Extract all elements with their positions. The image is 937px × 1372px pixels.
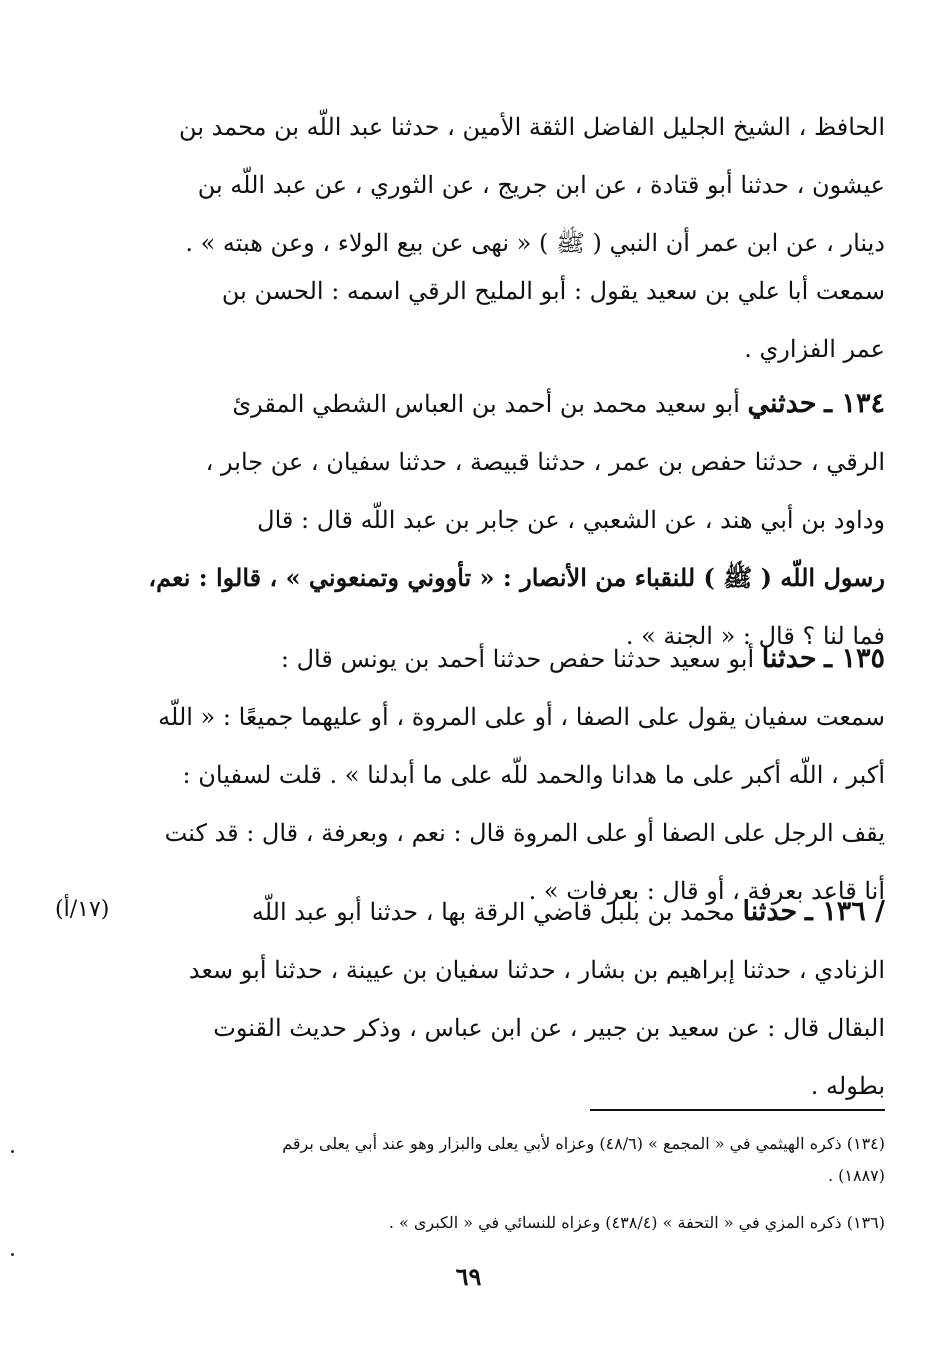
hadith-number: ١٣٤ ـ bbox=[824, 388, 885, 419]
hadith-heading-line bbox=[135, 630, 885, 688]
text-line: أنا قاعد بعرفة ، أو قال : بعرفات » . bbox=[528, 877, 885, 905]
text-line: دينار ، عن ابن عمر أن النبي ( ﷺ ) « نهى عن بيع الولاء ، وعن هبته » . bbox=[185, 229, 885, 257]
scan-speck bbox=[11, 1150, 14, 1153]
text-line: بطوله . bbox=[810, 1072, 885, 1100]
hadith-heading-text: محمد بن بلبل قاضي الرقة بها ، حدثنا أبو عبد اللّه bbox=[251, 898, 735, 926]
text-line: عيشون ، حدثنا أبو قتادة ، عن ابن جريج ، عن الثوري ، عن عبد اللّه بن bbox=[197, 171, 885, 199]
hadith-134 bbox=[135, 375, 885, 665]
footnote-line: (١٨٨٧) . bbox=[827, 1166, 885, 1185]
footnote-134 bbox=[140, 1128, 885, 1192]
hadith-heading-text: أبو سعيد محمد بن أحمد بن العباس الشطي المقرئ bbox=[232, 390, 740, 418]
text-line: سمعت سفيان يقول على الصفا ، أو على المروة ، أو عليهما جميعًا : « اللّه bbox=[158, 703, 885, 731]
hadith-number: / ١٣٦ ـ bbox=[804, 896, 885, 927]
text-line: فما لنا ؟ قال : « الجنة » . bbox=[625, 622, 885, 650]
text-line: يقف الرجل على الصفا أو على المروة قال : نعم ، وبعرفة ، قال : قد كنت bbox=[164, 819, 885, 847]
hadith-heading-text: أبو سعيد حدثنا حفص حدثنا أحمد بن يونس قال : bbox=[280, 645, 755, 673]
hadith-heading-line bbox=[135, 375, 885, 433]
hadith-135 bbox=[135, 630, 885, 920]
footnote-separator bbox=[590, 1109, 885, 1111]
footnote-line: (١٣٤) ذكره الهيثمي في « المجمع » (٤٨/٦) وعزاه لأبي يعلى والبزار وهو عند أبي يعلى برقم bbox=[282, 1134, 885, 1153]
text-line: سمعت أبا علي بن سعيد يقول : أبو المليح الرقي اسمه : الحسن بن bbox=[221, 277, 885, 305]
text-line: الحافظ ، الشيخ الجليل الفاضل الثقة الأمين ، حدثنا عبد اللّه بن محمد بن bbox=[179, 113, 885, 141]
manuscript-folio-ref: (١٧/أ) bbox=[55, 897, 110, 922]
hadith-number: ١٣٥ ـ bbox=[824, 643, 885, 674]
text-line: وداود بن أبي هند ، عن الشعبي ، عن جابر بن عبد اللّه قال : قال bbox=[257, 506, 885, 534]
page-number: ٦٩ bbox=[455, 1262, 482, 1291]
text-line: أكبر ، اللّه أكبر على ما هدانا والحمد للّه على ما أبدلنا » . قلت لسفيان : bbox=[182, 761, 885, 789]
paragraph-note bbox=[135, 262, 885, 378]
paragraph-continuation bbox=[135, 98, 885, 272]
text-line: عمر الفزاري . bbox=[744, 335, 885, 363]
scan-speck bbox=[11, 1253, 14, 1256]
hadith-lead-word: حدثنا bbox=[761, 643, 817, 674]
hadith-lead-word: حدثنا bbox=[742, 896, 798, 927]
text-line: البقال قال : عن سعيد بن جبير ، عن ابن عباس ، وذكر حديث القنوت bbox=[213, 1014, 885, 1042]
hadith-lead-word: حدثني bbox=[747, 388, 817, 419]
footnote-line: (١٣٦) ذكره المزي في « التحفة » (٤٣٨/٤) وعزاه للنسائي في « الكبرى » . bbox=[388, 1213, 885, 1232]
footnote-136 bbox=[140, 1207, 885, 1239]
hadith-heading-line bbox=[135, 883, 885, 941]
text-line: الزنادي ، حدثنا إبراهيم بن بشار ، حدثنا سفيان بن عيينة ، حدثنا أبو سعد bbox=[188, 956, 885, 984]
hadith-136 bbox=[135, 883, 885, 1115]
text-line: الرقي ، حدثنا حفص بن عمر ، حدثنا قبيصة ، حدثنا سفيان ، عن جابر ، bbox=[205, 448, 885, 476]
text-line: رسول اللّه ( ﷺ ) للنقباء من الأنصار : « تأووني وتمنعوني » ، قالوا : نعم، bbox=[148, 563, 885, 592]
